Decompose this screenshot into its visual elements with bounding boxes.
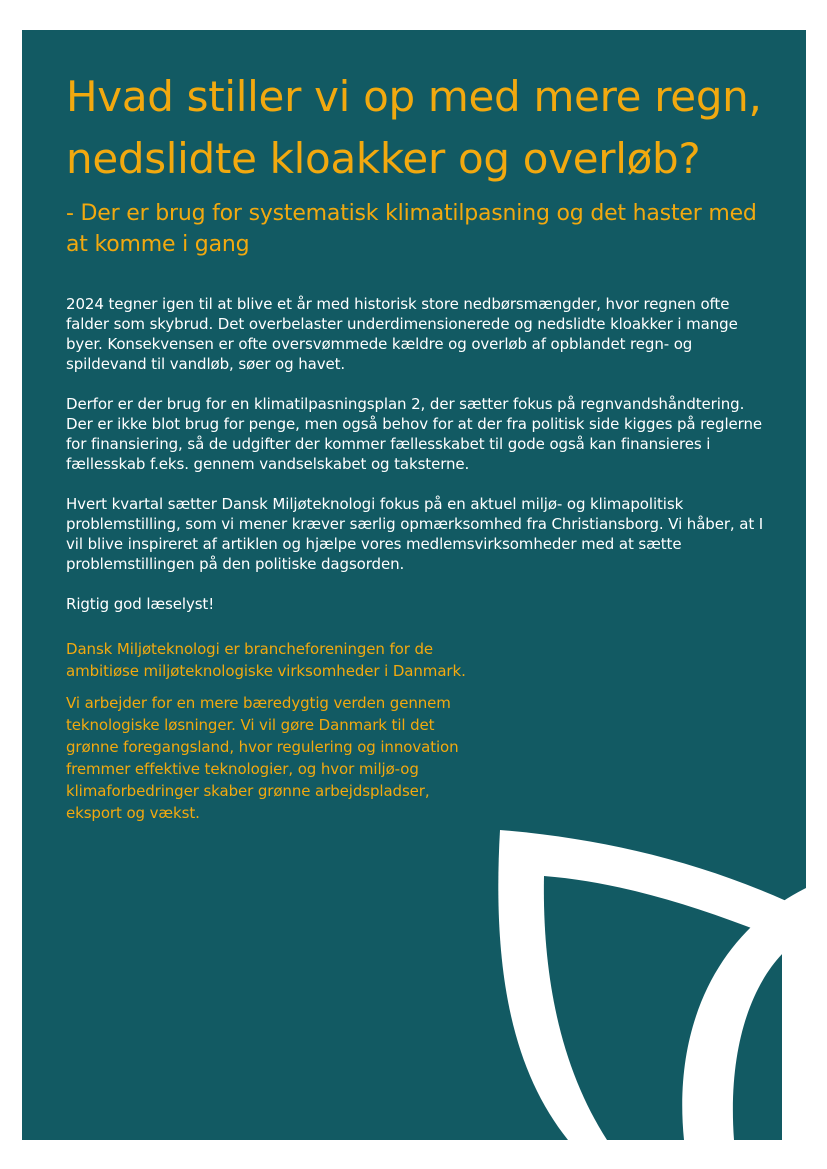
page-title: Hvad stiller vi op med mere regn, nedslidte kloakker og overløb? [66,72,762,183]
page-subtitle: - Der er brug for systematisk klimatilpasning og det haster med at komme i gang [66,201,757,257]
closing-line: Rigtig god læselyst! [66,595,215,613]
leaf-shape [498,830,806,1140]
content [66,66,766,824]
quarterly-paragraph: Hvert kvartal sætter Dansk Miljøteknologi fokus på en aktuel miljø- og klimapolitisk problemstilling, som vi mener kræver særlig opmærksomhed fra Christiansborg. Vi håber, at I vil blive inspireret af artiklen og hjælpe vores medlemsvirksomheder med at sætte problemstillingen på den politiske dagsorden. [66,495,764,573]
teal-panel [22,30,806,1140]
plan-paragraph: Derfor er der brug for en klimatilpasningsplan 2, der sætter fokus på regnvandshåndtering. Der er ikke blot brug for penge, men også behov for at der fra politisk side kigges på reglerne for finansiering, så de udgifter der kommer fællesskabet til gode også kan finansieres i fællesskab f.eks. gennem vandselskabet og taksterne. [66,395,762,473]
leaf-cutout [544,876,782,1140]
about-organization: Dansk Miljøteknologi er brancheforeningen for de ambitiøse miljøteknologiske virksomheder i Danmark. [66,640,466,680]
about-mission: Vi arbejder for en mere bæredygtig verden gennem teknologiske løsninger. Vi vil gøre Danmark til det grønne foregangsland, hvor regulering og innovation fremmer effektive teknologier, og hvor miljø-og klimaforbedringer skaber grønne arbejdspladser, eksport og vækst. [66,694,459,822]
intro-paragraph: 2024 tegner igen til at blive et år med historisk store nedbørsmængder, hvor regnen ofte falder som skybrud. Det overbelaster underdimensionerede og nedslidte kloakker i mange byer. Konsekvensen er ofte oversvømmede kældre og overløb af opblandet regn- og spildevand til vandløb, søer og havet. [66,295,738,373]
ring-shape [682,888,806,1140]
